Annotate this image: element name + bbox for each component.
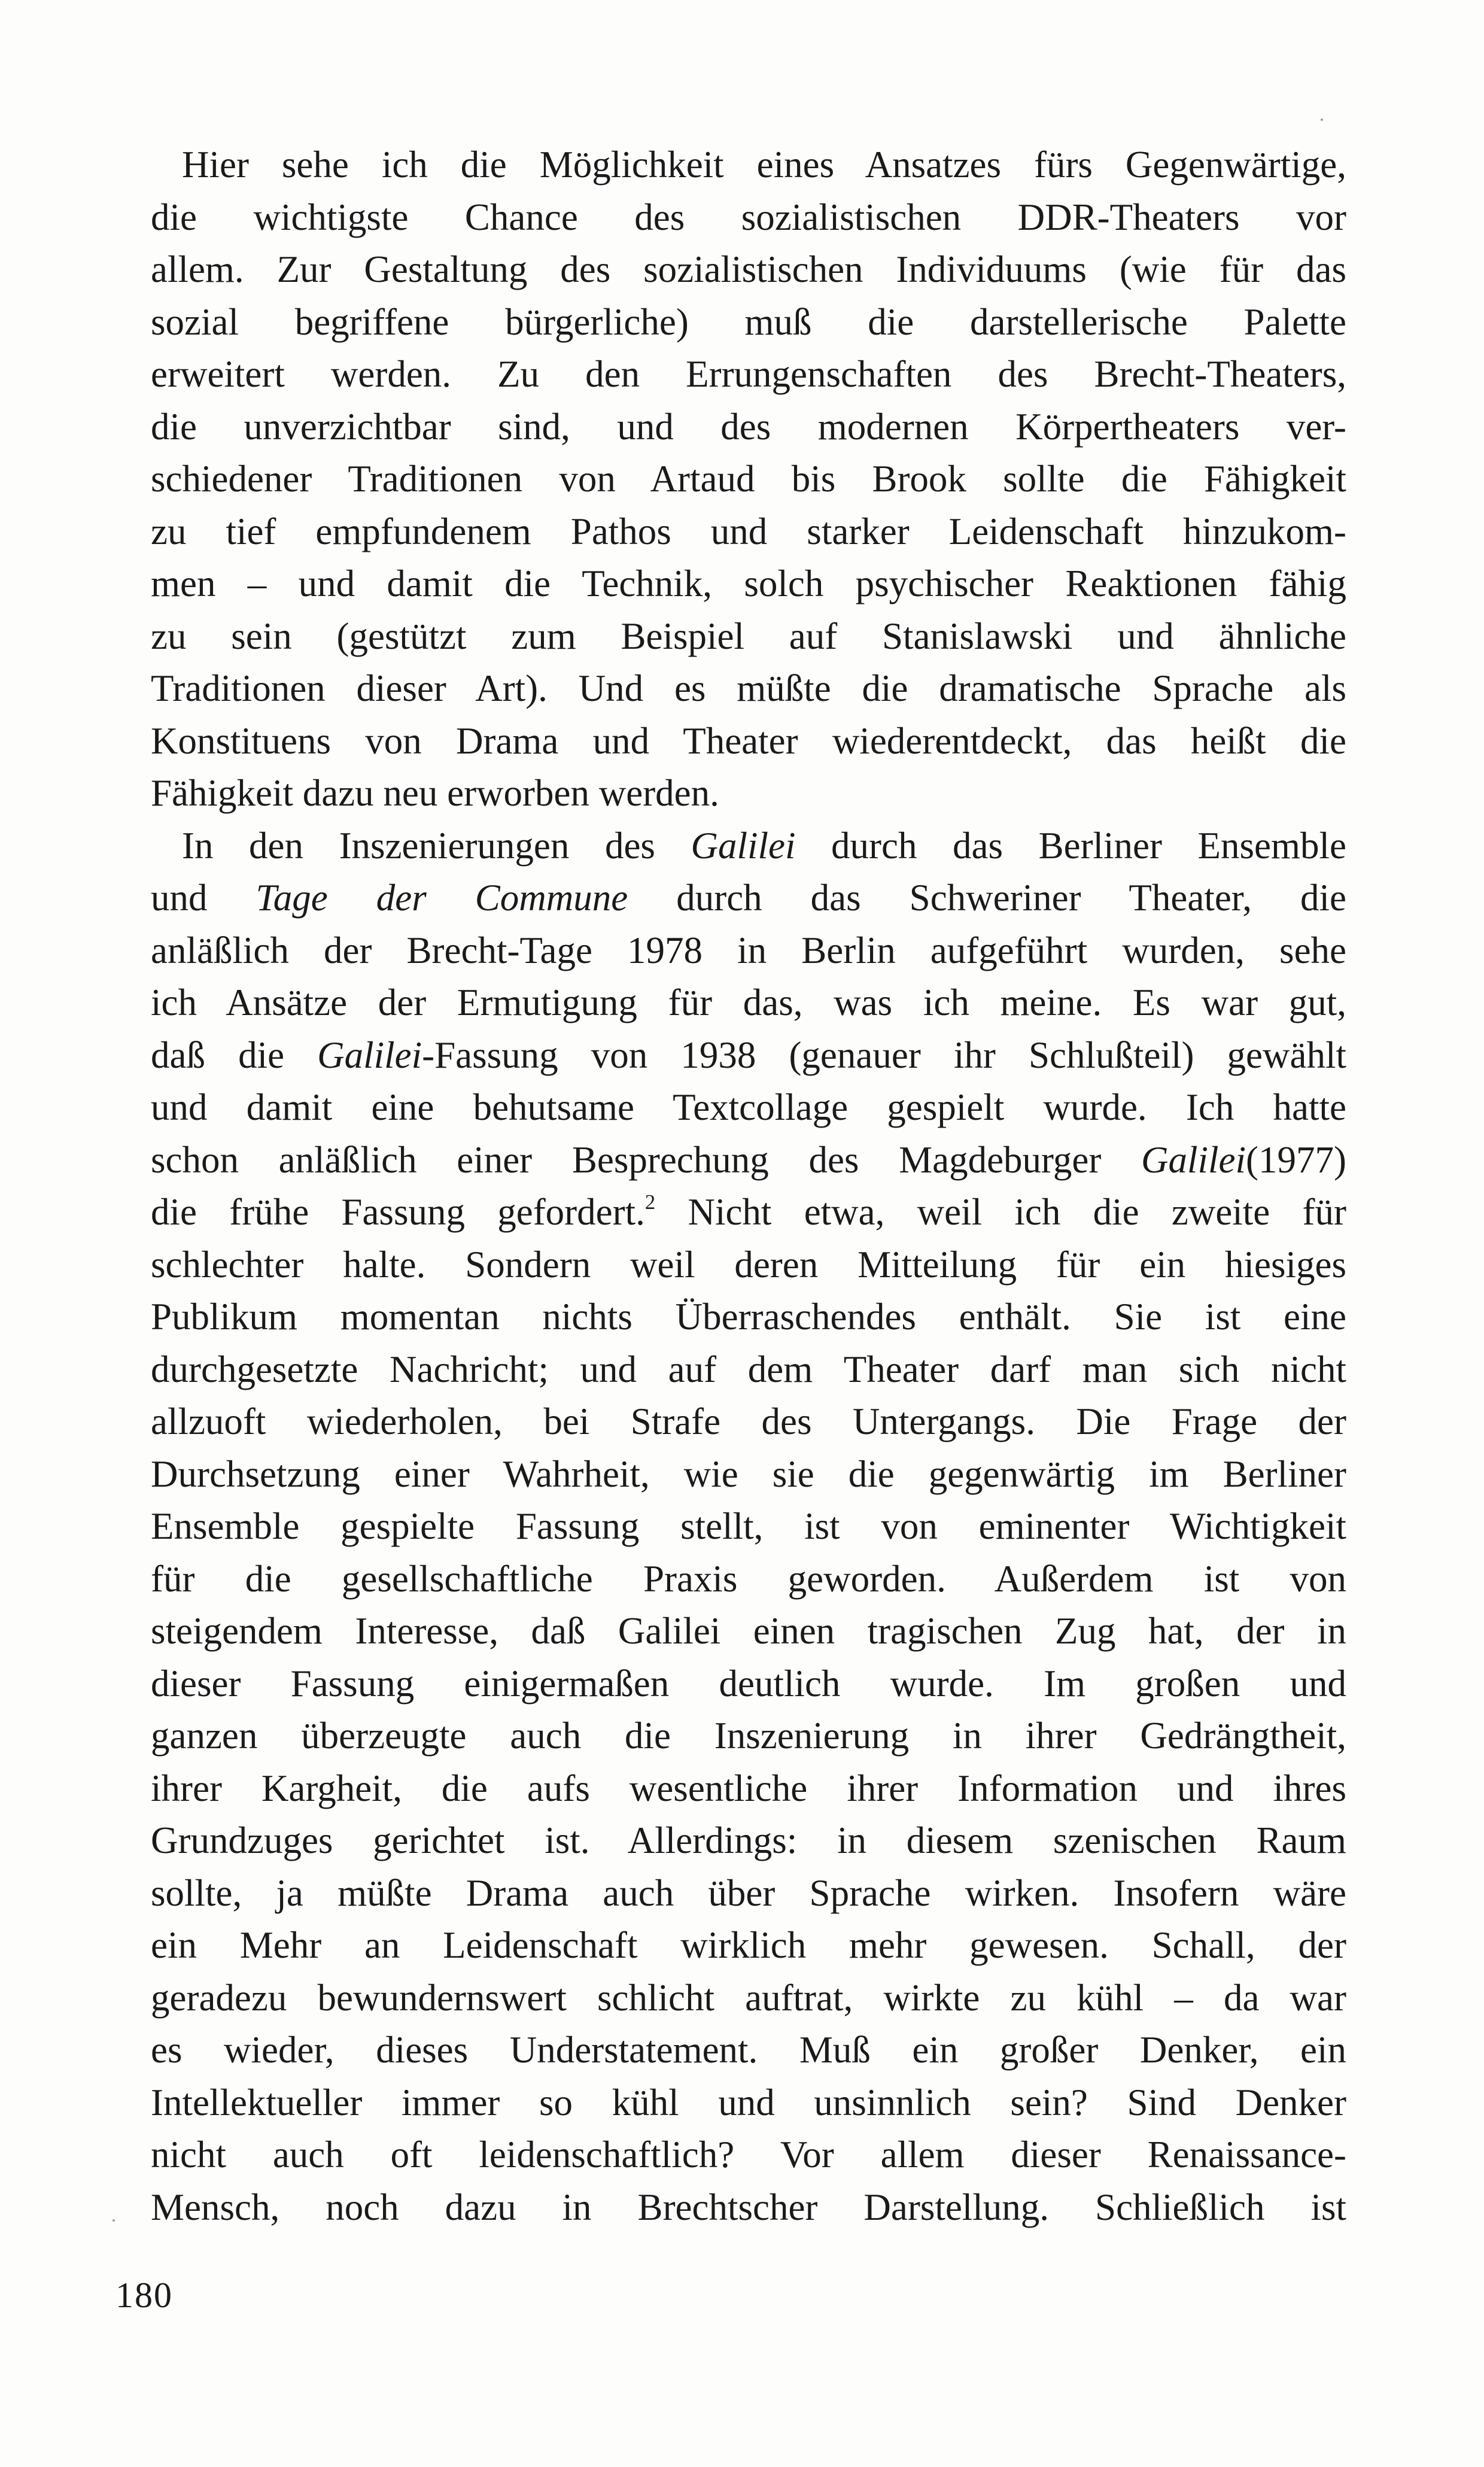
text-run: In den Inszenierungen des [182, 824, 691, 867]
page-number: 180 [115, 2275, 173, 2315]
text-line: die unverzichtbar sind, und des modernen Körpertheaters ver- [151, 405, 1346, 448]
text-line: schlechter halte. Sondern weil deren Mitteilung für ein hiesiges [151, 1243, 1346, 1286]
text-run: -Fassung von 1938 (genauer ihr Schlußteil) gewählt [422, 1034, 1346, 1076]
text-line: ganzen überzeugte auch die Inszenierung in ihrer Gedrängtheit, [151, 1715, 1346, 1757]
text-line: es wieder, dieses Understatement. Muß ein großer Denker, ein [151, 2029, 1346, 2071]
play-title-galilei: Galilei [1141, 1138, 1246, 1181]
text-line: Intellektueller immer so kühl und unsinnlich sein? Sind Denker [151, 2081, 1346, 2123]
text-line: steigendem Interesse, daß Galilei einen tragischen Zug hat, der in [151, 1610, 1346, 1652]
text-line: ich Ansätze der Ermutigung für das, was ich meine. Es war gut, [151, 982, 1346, 1023]
text-line: geradezu bewundernswert schlicht auftrat, wirkte zu kühl – da war [151, 1976, 1346, 2019]
text-line: Hier sehe ich die Möglichkeit eines Ansatzes fürs Gegenwärtige, [182, 144, 1346, 186]
text-run: daß die [151, 1034, 318, 1076]
scan-speck [112, 2219, 115, 2222]
text-run: schon anläßlich einer Besprechung des Magdeburger [151, 1138, 1142, 1181]
text-line: Fähigkeit dazu neu erworben werden. [151, 772, 719, 814]
text-line: allzuoft wiederholen, bei Strafe des Untergangs. Die Frage der [151, 1400, 1346, 1442]
text-line: Ensemble gespielte Fassung stellt, ist von eminenter Wichtigkeit [151, 1505, 1346, 1547]
text-line: Mensch, noch dazu in Brechtscher Darstellung. Schließlich ist [151, 2186, 1346, 2228]
text-line: für die gesellschaftliche Praxis geworden. Außerdem ist von [151, 1557, 1346, 1600]
paragraph-2 [120, 820, 1346, 2234]
text-line: allem. Zur Gestaltung des sozialistischen Individuums (wie für das [151, 248, 1346, 290]
play-title-galilei: Galilei [691, 824, 796, 867]
footnote-marker: 2 [644, 1191, 656, 1214]
text-run: durch das Schweriner Theater, die [628, 877, 1346, 919]
text-line: Traditionen dieser Art). Und es müßte die dramatische Sprache als [151, 667, 1346, 709]
text-line [120, 1186, 1346, 1239]
text-line: schiedener Traditionen von Artaud bis Brook sollte die Fähigkeit [151, 458, 1346, 500]
text-line: erweitert werden. Zu den Errungenschaften des Brecht-Theaters, [151, 353, 1346, 395]
text-line: anläßlich der Brecht-Tage 1978 in Berlin aufgeführt wurden, sehe [151, 929, 1346, 971]
text-line: ihrer Kargheit, die aufs wesentliche ihrer Information und ihres [151, 1767, 1346, 1809]
text-line: men – und damit die Technik, solch psychischer Reaktionen fähig [151, 563, 1346, 604]
text-line: Konstituens von Drama und Theater wiederentdeckt, das heißt die [151, 719, 1346, 762]
text-line: zu tief empfundenem Pathos und starker Leidenschaft hinzukom- [151, 510, 1346, 552]
text-line [120, 1029, 1346, 1082]
text-line: ein Mehr an Leidenschaft wirklich mehr gewesen. Schall, der [151, 1924, 1346, 1966]
text-line: sollte, ja müßte Drama auch über Sprache wirken. Insofern wäre [151, 1871, 1346, 1914]
text-line: die wichtigste Chance des sozialistischen DDR-Theaters vor [151, 196, 1346, 238]
text-line: Publikum momentan nichts Überraschendes enthält. Sie ist eine [151, 1296, 1346, 1338]
body-text [120, 139, 1346, 2234]
text-run: und [151, 877, 256, 919]
text-run: die frühe Fassung gefordert. [151, 1191, 645, 1233]
text-line: nicht auch oft leidenschaftlich? Vor allem dieser Renaissance- [151, 2134, 1346, 2176]
text-line: Grundzuges gerichtet ist. Allerdings: in diesem szenischen Raum [151, 1819, 1346, 1861]
text-line: zu sein (gestützt zum Beispiel auf Stanislawski und ähnliche [151, 615, 1346, 657]
text-run: (1977) [1246, 1138, 1346, 1181]
text-line: sozial begriffene bürgerliche) muß die darstellerische Palette [151, 300, 1346, 343]
text-line [120, 1134, 1346, 1187]
text-line: und damit eine behutsame Textcollage gespielt wurde. Ich hatte [151, 1086, 1346, 1128]
scan-speck [1321, 119, 1323, 121]
play-title-galilei: Galilei [317, 1034, 422, 1076]
text-line [120, 872, 1346, 925]
paragraph-1 [120, 139, 1346, 820]
text-line: durchgesetzte Nachricht; und auf dem Theater darf man sich nicht [151, 1348, 1346, 1390]
play-title-tage-der-commune: Tage der Commune [256, 877, 628, 919]
text-line [120, 820, 1346, 873]
text-line: Durchsetzung einer Wahrheit, wie sie die gegenwärtig im Berliner [151, 1453, 1346, 1495]
text-run: Nicht etwa, weil ich die zweite für [655, 1191, 1346, 1233]
text-line: dieser Fassung einigermaßen deutlich wurde. Im großen und [151, 1662, 1346, 1705]
text-run: durch das Berliner Ensemble [795, 824, 1346, 867]
